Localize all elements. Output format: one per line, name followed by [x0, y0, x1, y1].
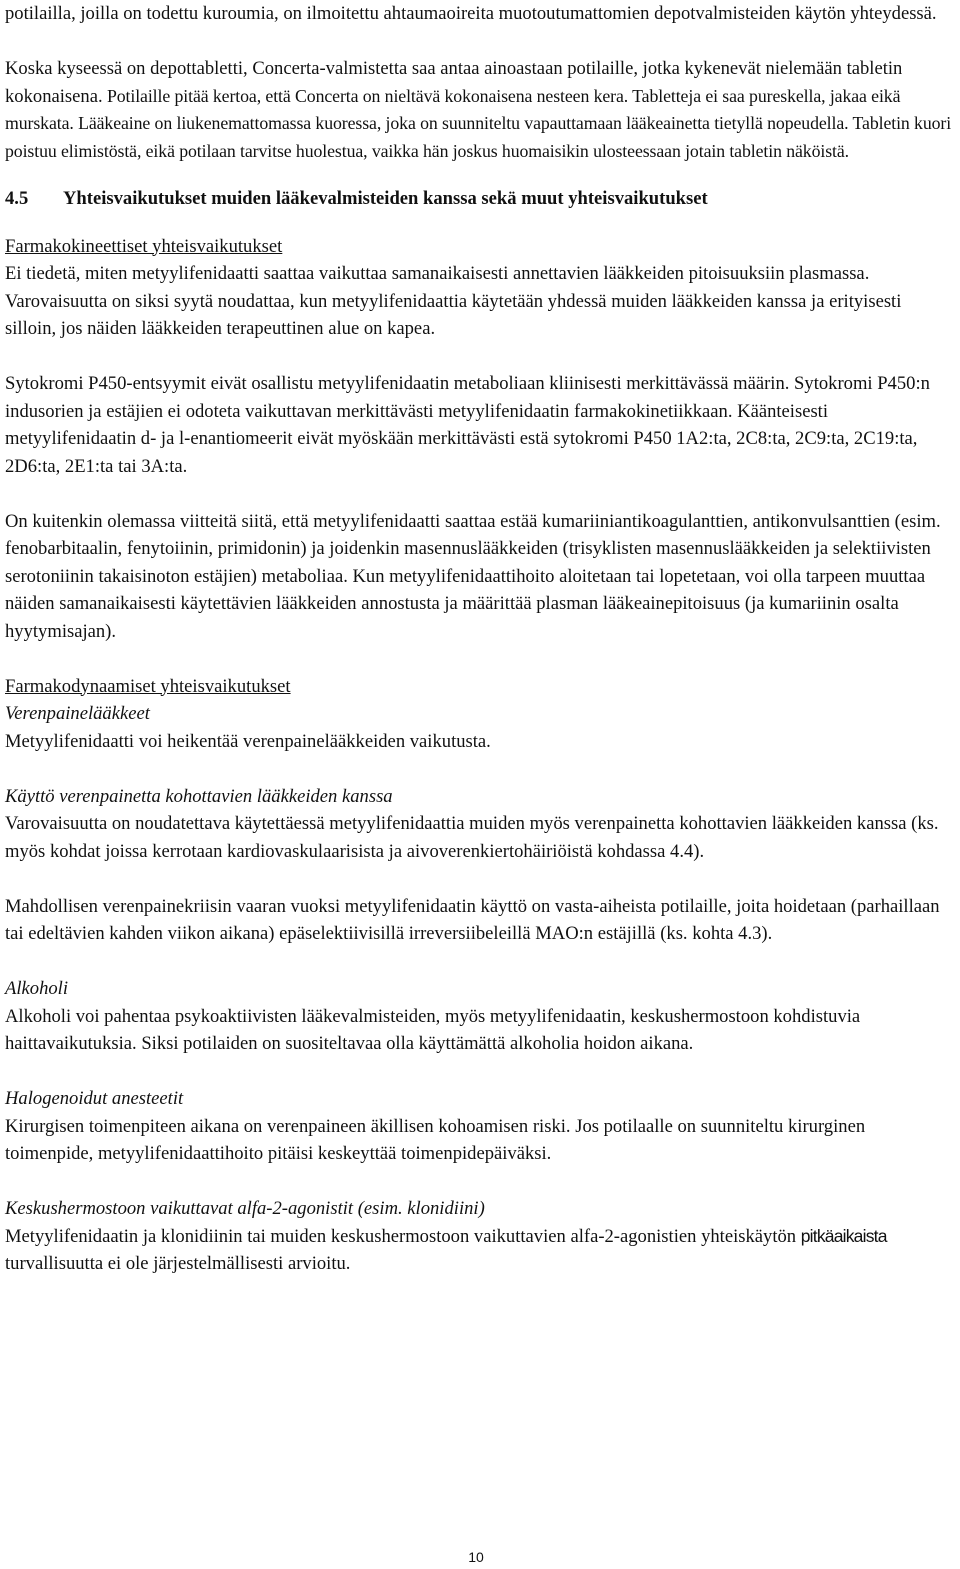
antihypertensives-title: Verenpainelääkkeet: [5, 703, 150, 724]
section-title: Yhteisvaikutukset muiden lääkevalmisteiden kanssa sekä muut yhteisvaikutukset: [63, 188, 708, 209]
mao-text: Mahdollisen verenpainekriisin vaaran vuoksi metyylifenidaatin käyttö on vasta-aiheista potilaille, joita hoidetaan (parhaillaan tai edeltävien kahden viikon aikana) epäselektiivisillä irreversiibeleillä MAO:n estäjillä (ks. kohta 4.3).: [5, 895, 940, 944]
alpha2-text-before: Metyylifenidaatin ja klonidiinin tai muiden keskushermostoon vaikuttavien alfa-2-agonistien yhteiskäytön: [5, 1225, 801, 1247]
concerta-text-narrow: Potilaille pitää kertoa, että Concerta on nieltävä kokonaisena nesteen kera. Tabletteja ei saa pureskella, jakaa eikä murskata. Lääkeaine on liukenemattomassa kuoressa, joka on suunniteltu vapauttamaan lääkeainetta tietyllä nopeudella.: [5, 85, 901, 133]
alpha2-text-after: turvallisuutta ei ole järjestelmällisesti arvioitu.: [5, 1253, 351, 1274]
pd-heading: Farmakodynaamiset yhteisvaikutukset: [5, 675, 291, 697]
pk-paragraph-1: Ei tiedetä, miten metyylifenidaatti saattaa vaikuttaa samanaikaisesti annettavien lääkkeiden pitoisuuksiin plasmassa. Varovaisuutta on siksi syytä noudattaa, kun metyylifenidaattia käytetään yhdessä muiden lääkkeiden kanssa ja erityisesti silloin, jos näiden lääkkeiden terapeuttinen alue on kapea.: [5, 263, 902, 339]
concerta-text-serif-2: Tabletin kuori poistuu elimistöstä, eikä potilaan tarvitse huolestua, vaikka hän joskus huomaisikin ulosteessaan jotain tabletin näköistä.: [5, 113, 952, 161]
concerta-paragraph: [5, 55, 957, 165]
alpha2-text-sans: pitkäaikaista: [800, 1225, 887, 1246]
alpha2-text: [5, 1223, 957, 1278]
alcohol-text: Alkoholi voi pahentaa psykoaktiivisten lääkevalmisteiden, myös metyylifenidaatin, keskushermostoon kohdistuvia haittavaikutuksia. Siksi potilaiden on suositeltavaa olla käyttämättä alkoholia hoidon aikana.: [5, 1005, 861, 1054]
alcohol-title: Alkoholi: [5, 978, 68, 999]
alpha2-title: Keskushermostoon vaikuttavat alfa-2-agonistit (esim. klonidiini): [5, 1198, 485, 1219]
anesthetics-text: Kirurgisen toimenpiteen aikana on verenpaineen äkillisen kohoamisen riski. Jos potilaalle on suunniteltu kirurginen toimenpide, metyylifenidaattihoito pitäisi keskeyttää toimenpidepäiväksi.: [5, 1115, 866, 1164]
pk-heading: Farmakokineettiset yhteisvaikutukset: [5, 235, 283, 257]
section-number: 4.5: [5, 188, 29, 209]
pk-paragraph-3: On kuitenkin olemassa viitteitä siitä, että metyylifenidaatti saattaa estää kumariiniantikoagulanttien, antikonvulsanttien (esim. fenobarbitaalin, fenytoiinin, primidonin) ja joidenkin masennuslääkkeiden (trisyklisten masennuslääkkeiden ja selektiivisten serotoniinin takaisinoton estäjien) metaboliaa. Kun metyylifenidaattihoito aloitetaan tai lopetetaan, voi olla tarpeen muuttaa näiden samanaikaisesti käytettävien lääkkeiden annostusta ja määrittää plasman lääkeainepitoisuus (ja kumariinin osalta hyytymisajan).: [5, 510, 941, 642]
concerta-text-serif-1: Koska kyseessä on depottabletti, Concerta-valmistetta saa antaa ainoastaan potilaille, jotka kykenevät nielemään tabletin kokonaisena.: [5, 58, 903, 107]
section-heading: [5, 185, 957, 213]
intro-continuation: potilailla, joilla on todettu kuroumia, on ilmoitettu ahtaumaoireita muotoutumattomien depotvalmisteiden käytön yhteydessä.: [5, 3, 937, 24]
pressor-title: Käyttö verenpainetta kohottavien lääkkeiden kanssa: [5, 785, 393, 807]
document-page: [5, 0, 957, 1278]
antihypertensives-text: Metyylifenidaatti voi heikentää verenpainelääkkeiden vaikutusta.: [5, 730, 491, 752]
anesthetics-title: Halogenoidut anesteetit: [5, 1088, 184, 1109]
pressor-text: Varovaisuutta on noudatettava käytettäessä metyylifenidaattia muiden myös verenpainetta kohottavien lääkkeiden kanssa (ks. myös kohdat joissa kerrotaan kardiovaskulaarisista ja aivoverenkiertohäiriöistä kohdassa 4.4).: [5, 813, 939, 862]
pk-paragraph-2: Sytokromi P450-entsyymit eivät osallistu metyylifenidaatin metaboliaan kliinisesti merkittävässä määrin. Sytokromi P450:n indusorien ja estäjien ei odoteta vaikuttavan merkittävästi metyylifenidaatin farmakokinetiikkaan. Käänteisesti metyylifenidaatin d- ja l-enantiomeerit eivät myöskään merkittävästi estä sytokromi P450 1A2:ta, 2C8:ta, 2C9:ta, 2C19:ta, 2D6:ta, 2E1:ta tai 3A:ta.: [5, 373, 930, 477]
page-number: 10: [468, 1549, 484, 1565]
